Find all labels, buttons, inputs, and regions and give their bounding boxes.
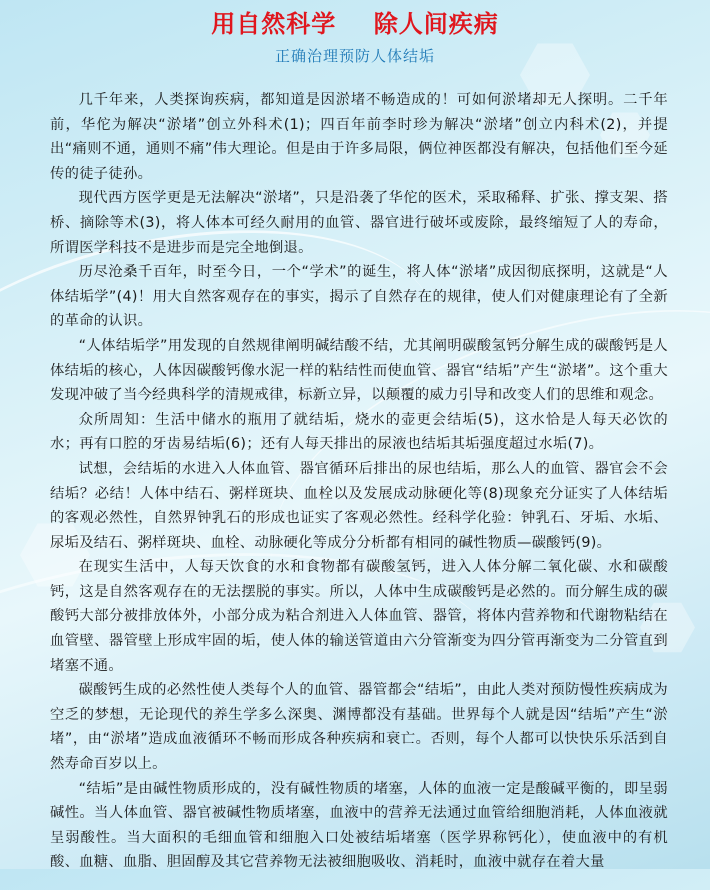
paragraph: 碳酸钙生成的必然性使人类每个人的血管、器管都会“结垢”，由此人类对预防慢性疾病成为空乏的梦想，无论现代的养生学多么深奥、渊博都没有基础。世界每个人就是因“结垢”产生“淤堵”，由“淤堵”造成血液循环不畅而形成各种疾病和衰亡。否则，每个人都可以快快乐乐活到自然寿命百岁以上。 xyxy=(50,682,668,773)
page-subtitle: 正确治理预防人体结垢 xyxy=(274,47,435,65)
paragraph: 众所周知：生活中储水的瓶用了就结垢，烧水的壶更会结垢(5)，这水恰是人每天必饮的水；再有口腔的牙齿易结垢(6)；还有人每天排出的尿液也结垢其垢强度超过水垢(7)。 xyxy=(50,411,668,453)
article-body xyxy=(50,88,668,875)
paragraph: 现代西方医学更是无法解决“淤堵”，只是沿袭了华佗的医术，采取稀释、扩张、撑支架、搭桥、摘除等术(3)，将人体本可经久耐用的血管、器官进行破坏或废除，最终缩短了人的寿命，所谓医学科技不是进步而是完全地倒退。 xyxy=(50,190,668,256)
paragraph: 几千年来，人类探询疾病，都知道是因淤堵不畅造成的！可如何淤堵却无人探明。二千年前，华佗为解决“淤堵”创立外科术(1)；四百年前李时珍为解决“淤堵”创立内科术(2)，并提出“痛则不通，通则不痛”伟大理论。但是由于许多局限，俩位神医都没有解决，包括他们至今延传的徒子徒孙。 xyxy=(50,92,668,182)
page-title: 用自然科学 除人间疾病 xyxy=(211,10,499,38)
paragraph: 试想，会结垢的水进入人体血管、器官循环后排出的尿也结垢，那么人的血管、器官会不会结垢？必结！人体中结石、粥样斑块、血栓以及发展成动脉硬化等(8)现象充分证实了人体结垢的客观必然性，自然界钟乳石的形成也证实了客观必然性。经科学化验：钟乳石、牙垢、水垢、尿垢及结石、粥样斑块、血栓、动脉硬化等成分分析都有相同的碱性物质—碳酸钙(9)。 xyxy=(50,460,668,551)
page-header xyxy=(0,0,710,66)
paragraph: “结垢”是由碱性物质形成的，没有碱性物质的堵塞，人体的血液一定是酸碱平衡的，即呈弱碱性。当人体血管、器官被碱性物质堵塞，血液中的营养无法通过血管给细胞消耗，人体血液就呈弱酸性。当大面积的毛细血管和细胞入口处被结垢堵塞（医学界称钙化），使血液中的有机酸、血糖、血脂、胆固醇及其它营养物无法被细胞吸收、消耗时，血液中就存在着大量 xyxy=(50,780,668,871)
paragraph: “人体结垢学”用发现的自然规律阐明碱结酸不结，尤其阐明碳酸氢钙分解生成的碳酸钙是人体结垢的核心，人体因碳酸钙像水泥一样的粘结性而使血管、器官“结垢”产生“淤堵”。这个重大发现冲破了当今经典科学的清规戒律，标新立异，以颠覆的威力引导和改变人们的思维和观念。 xyxy=(50,337,668,404)
paragraph: 历尽沧桑千百年，时至今日，一个“学术”的诞生，将人体“淤堵”成因彻底探明，这就是“人体结垢学”(4)！用大自然客观存在的事实，揭示了自然存在的规律，使人们对健康理论有了全新的革命的认识。 xyxy=(50,264,668,330)
paragraph: 在现实生活中，人每天饮食的水和食物都有碳酸氢钙，进入人体分解二氧化碳、水和碳酸钙，这是自然客观存在的无法摆脱的事实。所以，人体中生成碳酸钙是必然的。而分解生成的碳酸钙大部分被排放体外，小部分成为粘合剂进入人体血管、器管，将体内营养物和代谢物粘结在血管壁、器管壁上形成牢固的垢，使人体的输送管道由六分管渐变为四分管再渐变为二分管直到堵塞不通。 xyxy=(50,559,668,674)
